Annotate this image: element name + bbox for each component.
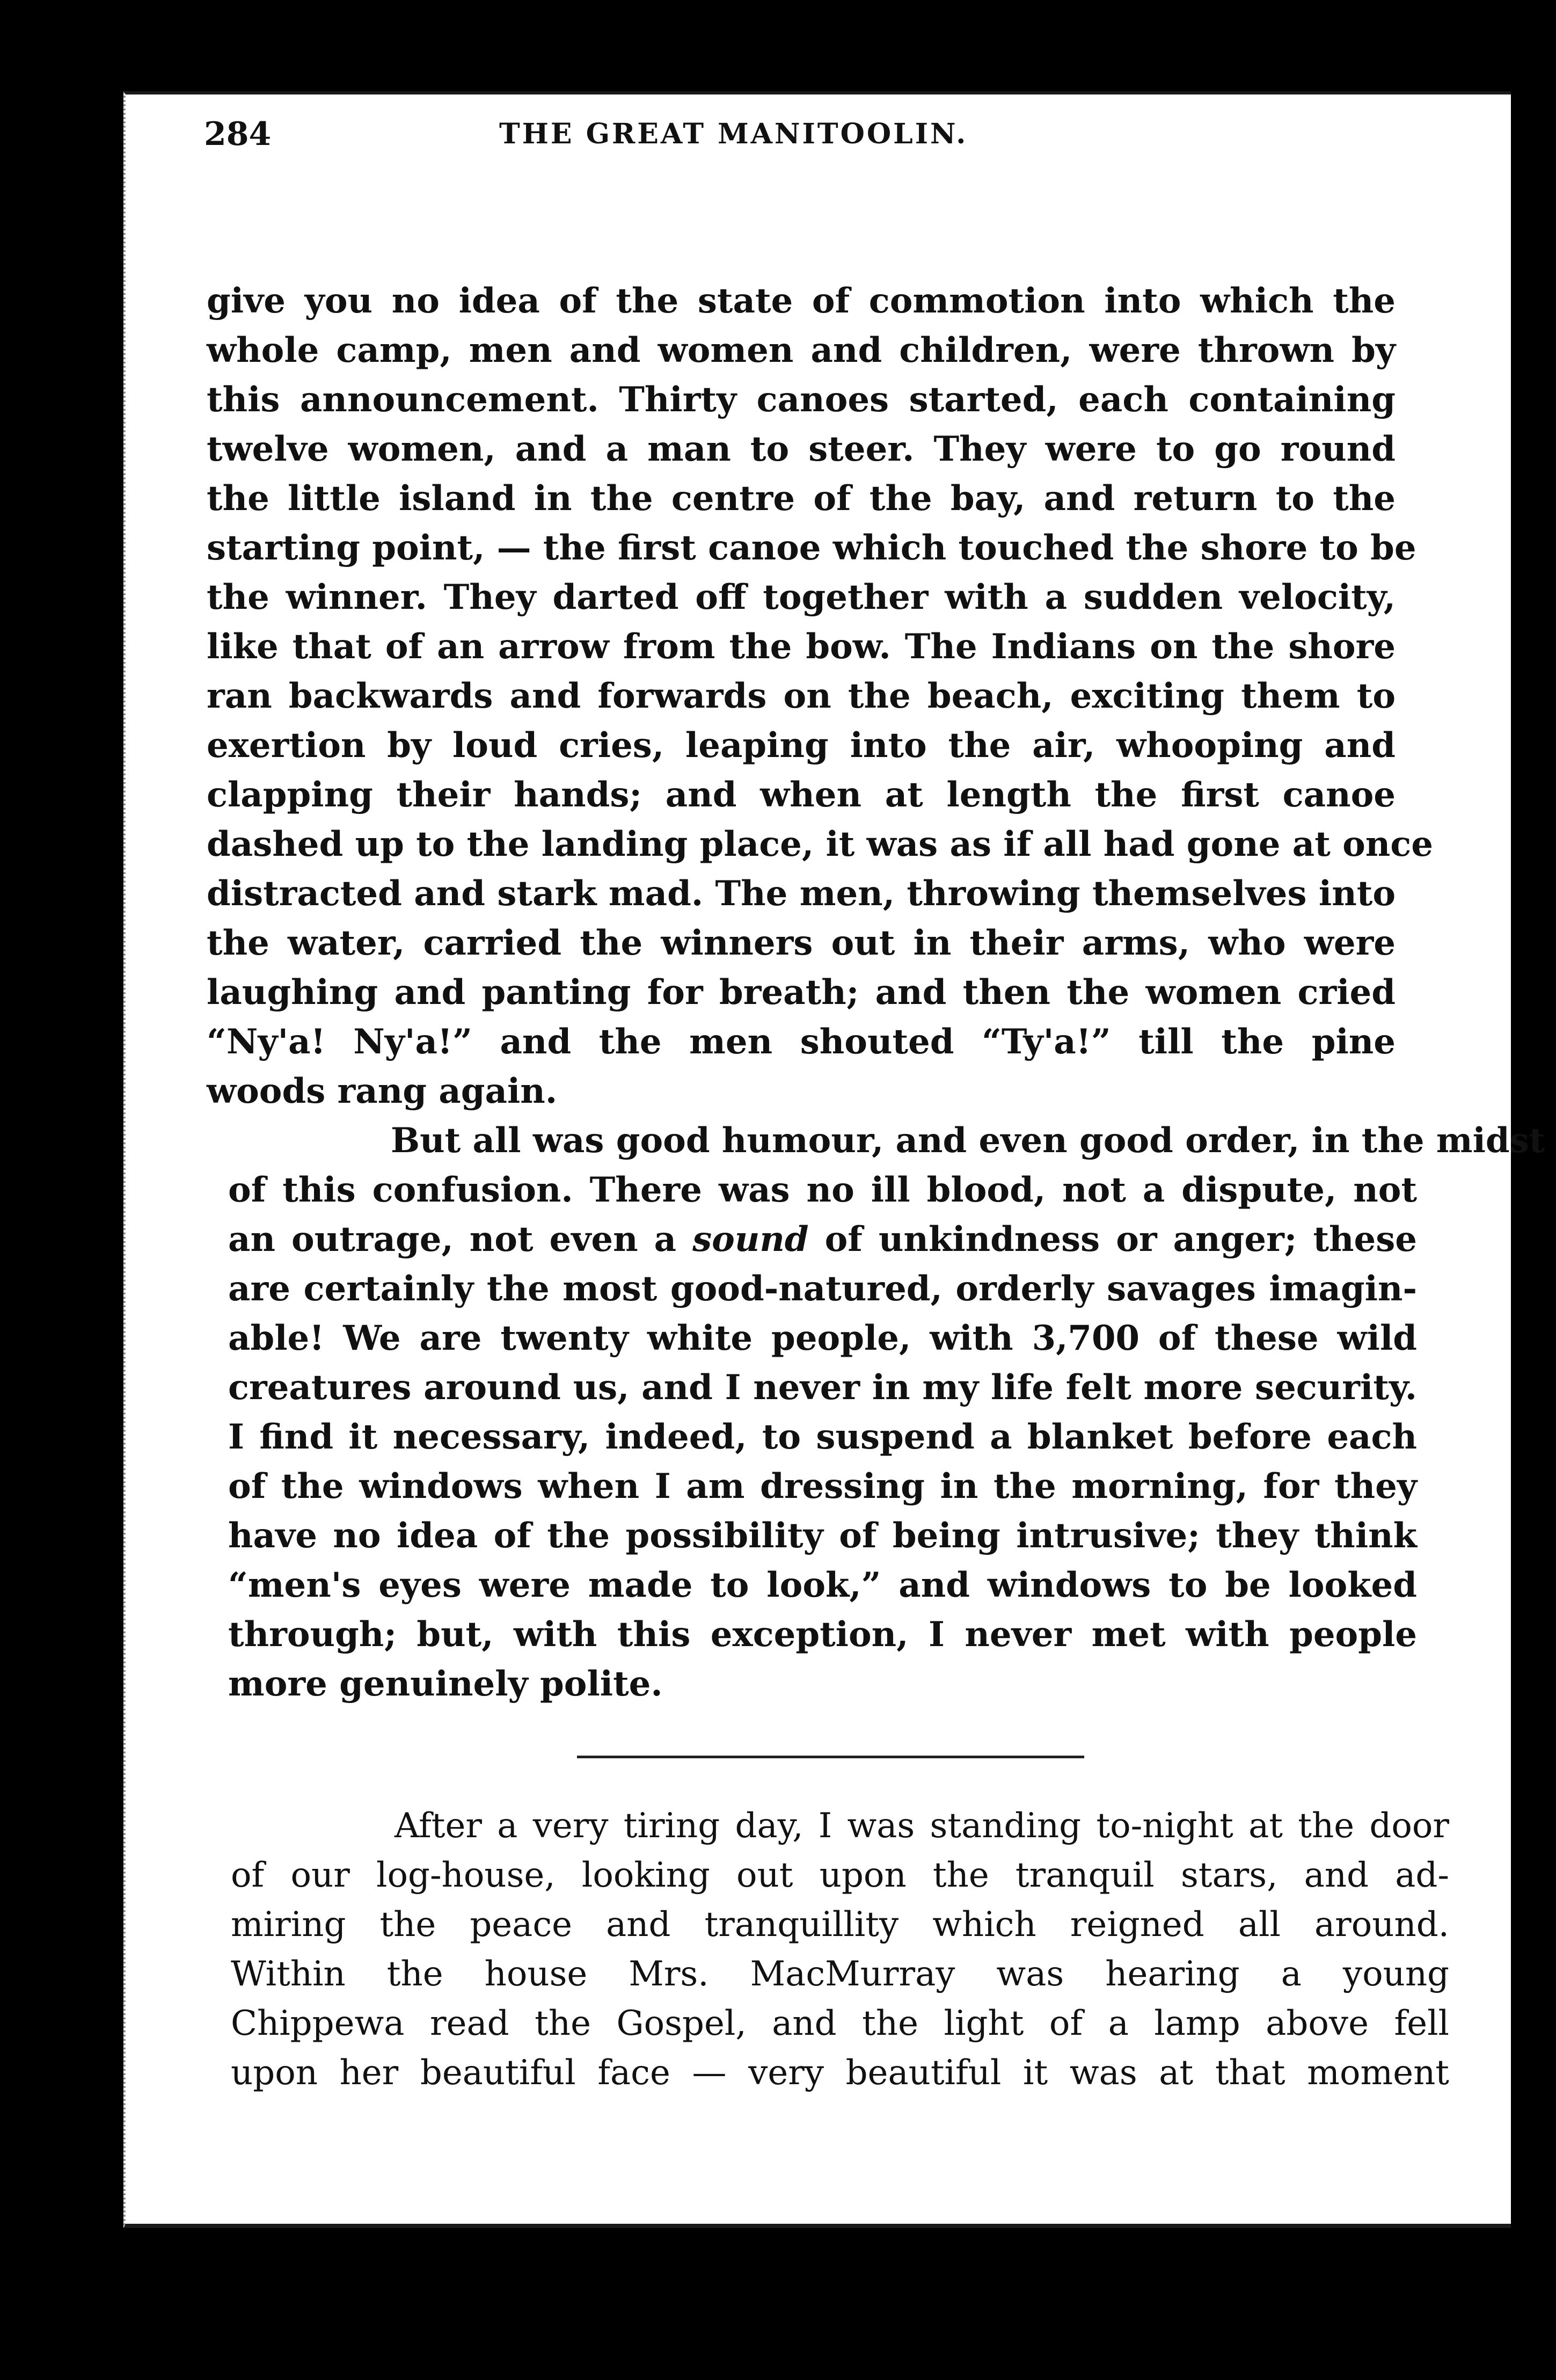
text-line-with-italic	[228, 1215, 1417, 1264]
running-title: THE GREAT MANITOOLIN.	[499, 118, 968, 150]
text-line: dashed up to the landing place, it was as if all had gone at once	[207, 824, 1433, 864]
text-line: After a very tiring day, I was standing to-night at the door	[395, 1806, 1449, 1846]
text-line: upon her beautiful face — very beautiful it was at that moment	[231, 2053, 1449, 2093]
text-line: like that of an arrow from the bow. The Indians on the shore	[207, 627, 1396, 667]
text-line: the little island in the centre of the bay, and return to the	[207, 478, 1396, 519]
text-line: the winner. They darted off together with a sudden velocity,	[207, 577, 1396, 617]
text-segment: of unkindness or anger; these	[808, 1219, 1417, 1260]
text-line: have no idea of the possibility of being intrusive; they think	[228, 1516, 1417, 1556]
text-line: ran backwards and forwards on the beach, exciting them to	[207, 676, 1396, 716]
text-line: But all was good humour, and even good order, in the midst	[391, 1120, 1545, 1161]
text-line: able! We are twenty white people, with 3,700 of these wild	[228, 1318, 1417, 1358]
text-line: whole camp, men and women and children, were thrown by	[207, 330, 1396, 370]
text-line: “men's eyes were made to look,” and windows to be looked	[228, 1565, 1417, 1605]
italic-word: sound	[692, 1219, 809, 1260]
text-line: are certainly the most good-natured, orderly savages imagin-	[228, 1269, 1417, 1309]
text-line: miring the peace and tranquillity which reigned all around.	[231, 1905, 1449, 1945]
text-line: “Ny'a! Ny'a!” and the men shouted “Ty'a!” till the pine	[207, 1022, 1396, 1062]
text-line: of the windows when I am dressing in the morning, for they	[228, 1466, 1417, 1506]
text-line: the water, carried the winners out in their arms, who were	[207, 923, 1396, 963]
page-number: 284	[204, 115, 272, 153]
text-line: this announcement. Thirty canoes started, each containing	[207, 380, 1396, 420]
text-segment: an outrage, not even a	[228, 1219, 693, 1260]
text-line: through; but, with this exception, I never met with people	[228, 1614, 1417, 1655]
text-line: exertion by loud cries, leaping into the air, whooping and	[207, 725, 1396, 766]
text-line: Chippewa read the Gospel, and the light of a lamp above fell	[231, 2004, 1449, 2043]
text-line: of this confusion. There was no ill blood, not a dispute, not	[228, 1170, 1417, 1210]
text-line: more genuinely polite.	[228, 1664, 663, 1704]
text-line: of our log-house, looking out upon the tranquil stars, and ad-	[231, 1855, 1449, 1895]
text-line: laughing and panting for breath; and then the women cried	[207, 972, 1396, 1013]
text-line: give you no idea of the state of commotion into which the	[207, 281, 1396, 321]
text-line: starting point, — the first canoe which touched the shore to be	[207, 528, 1416, 568]
text-line: I find it necessary, indeed, to suspend a blanket before each	[228, 1417, 1417, 1457]
text-line: creatures around us, and I never in my life felt more security.	[228, 1367, 1417, 1408]
text-line: Within the house Mrs. MacMurray was hearing a young	[231, 1954, 1449, 1994]
text-line: clapping their hands; and when at length the first canoe	[207, 775, 1396, 815]
text-line: twelve women, and a man to steer. They were to go round	[207, 429, 1396, 469]
text-line: woods rang again.	[207, 1071, 558, 1111]
section-divider	[577, 1756, 1084, 1758]
text-line: distracted and stark mad. The men, throwing themselves into	[207, 874, 1396, 914]
